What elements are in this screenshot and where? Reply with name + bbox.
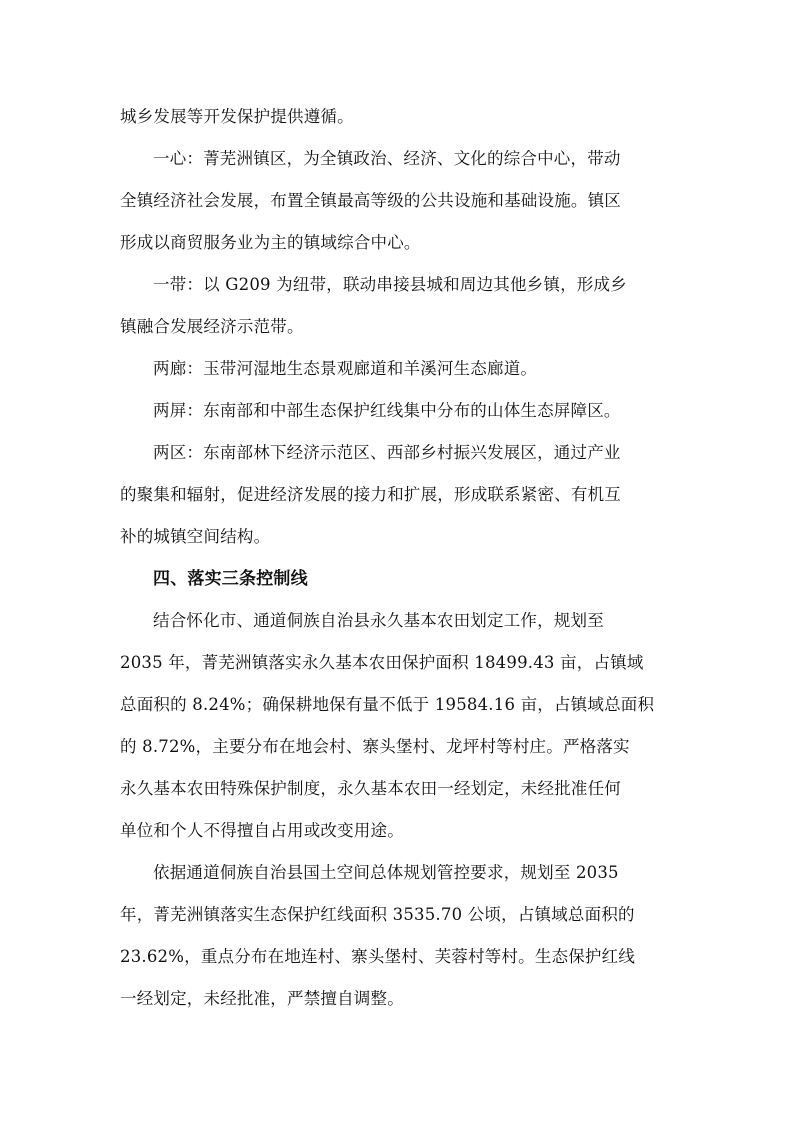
paragraph-line: 一带：以 G209 为纽带，联动串接县城和周边其他乡镇，形成乡 — [153, 275, 627, 294]
paragraph-line: 的聚集和辐射，促进经济发展的接力和扩展，形成联系紧密、有机互 — [120, 485, 621, 504]
paragraph-line: 永久基本农田特殊保护制度，永久基本农田一经划定，未经批准任何 — [120, 779, 621, 798]
section-heading: 四、落实三条控制线 — [153, 569, 308, 589]
paragraph-line: 单位和个人不得擅自占用或改变用途。 — [120, 821, 404, 840]
paragraph-line: 一心：菁芜洲镇区，为全镇政治、经济、文化的综合中心，带动 — [153, 149, 621, 168]
document-page — [120, 96, 678, 1020]
paragraph-line: 23.62%，重点分布在地连村、寨头堡村、芙蓉村等村。生态保护红线 — [120, 947, 636, 966]
paragraph-line: 年，菁芜洲镇落实生态保护红线面积 3535.70 公顷，占镇域总面积的 — [120, 905, 635, 924]
paragraph-line: 全镇经济社会发展，布置全镇最高等级的公共设施和基础设施。镇区 — [120, 191, 621, 210]
paragraph-line: 总面积的 8.24%；确保耕地保有量不低于 19584.16 亩，占镇域总面积 — [120, 695, 655, 714]
paragraph-line: 的 8.72%，主要分布在地会村、寨头堡村、龙坪村等村庄。严格落实 — [120, 737, 630, 756]
paragraph-line: 结合怀化市、通道侗族自治县永久基本农田划定工作，规划至 — [153, 611, 604, 630]
paragraph-line: 2035 年，菁芜洲镇落实永久基本农田保护面积 18499.43 亩，占镇域 — [120, 653, 644, 672]
paragraph-line: 两区：东南部林下经济示范区、西部乡村振兴发展区，通过产业 — [153, 443, 621, 462]
paragraph-line: 两屏：东南部和中部生态保护红线集中分布的山体生态屏障区。 — [153, 401, 621, 420]
paragraph-line: 一经划定，未经批准，严禁擅自调整。 — [120, 989, 404, 1008]
paragraph-line: 两廊：玉带河湿地生态景观廊道和羊溪河生态廊道。 — [153, 359, 538, 378]
paragraph-line: 依据通道侗族自治县国土空间总体规划管控要求，规划至 2035 — [153, 863, 619, 882]
paragraph-line: 补的城镇空间结构。 — [120, 527, 271, 546]
paragraph-line: 城乡发展等开发保护提供遵循。 — [120, 107, 354, 126]
paragraph-line: 形成以商贸服务业为主的镇域综合中心。 — [120, 233, 421, 252]
paragraph-line: 镇融合发展经济示范带。 — [120, 317, 304, 336]
